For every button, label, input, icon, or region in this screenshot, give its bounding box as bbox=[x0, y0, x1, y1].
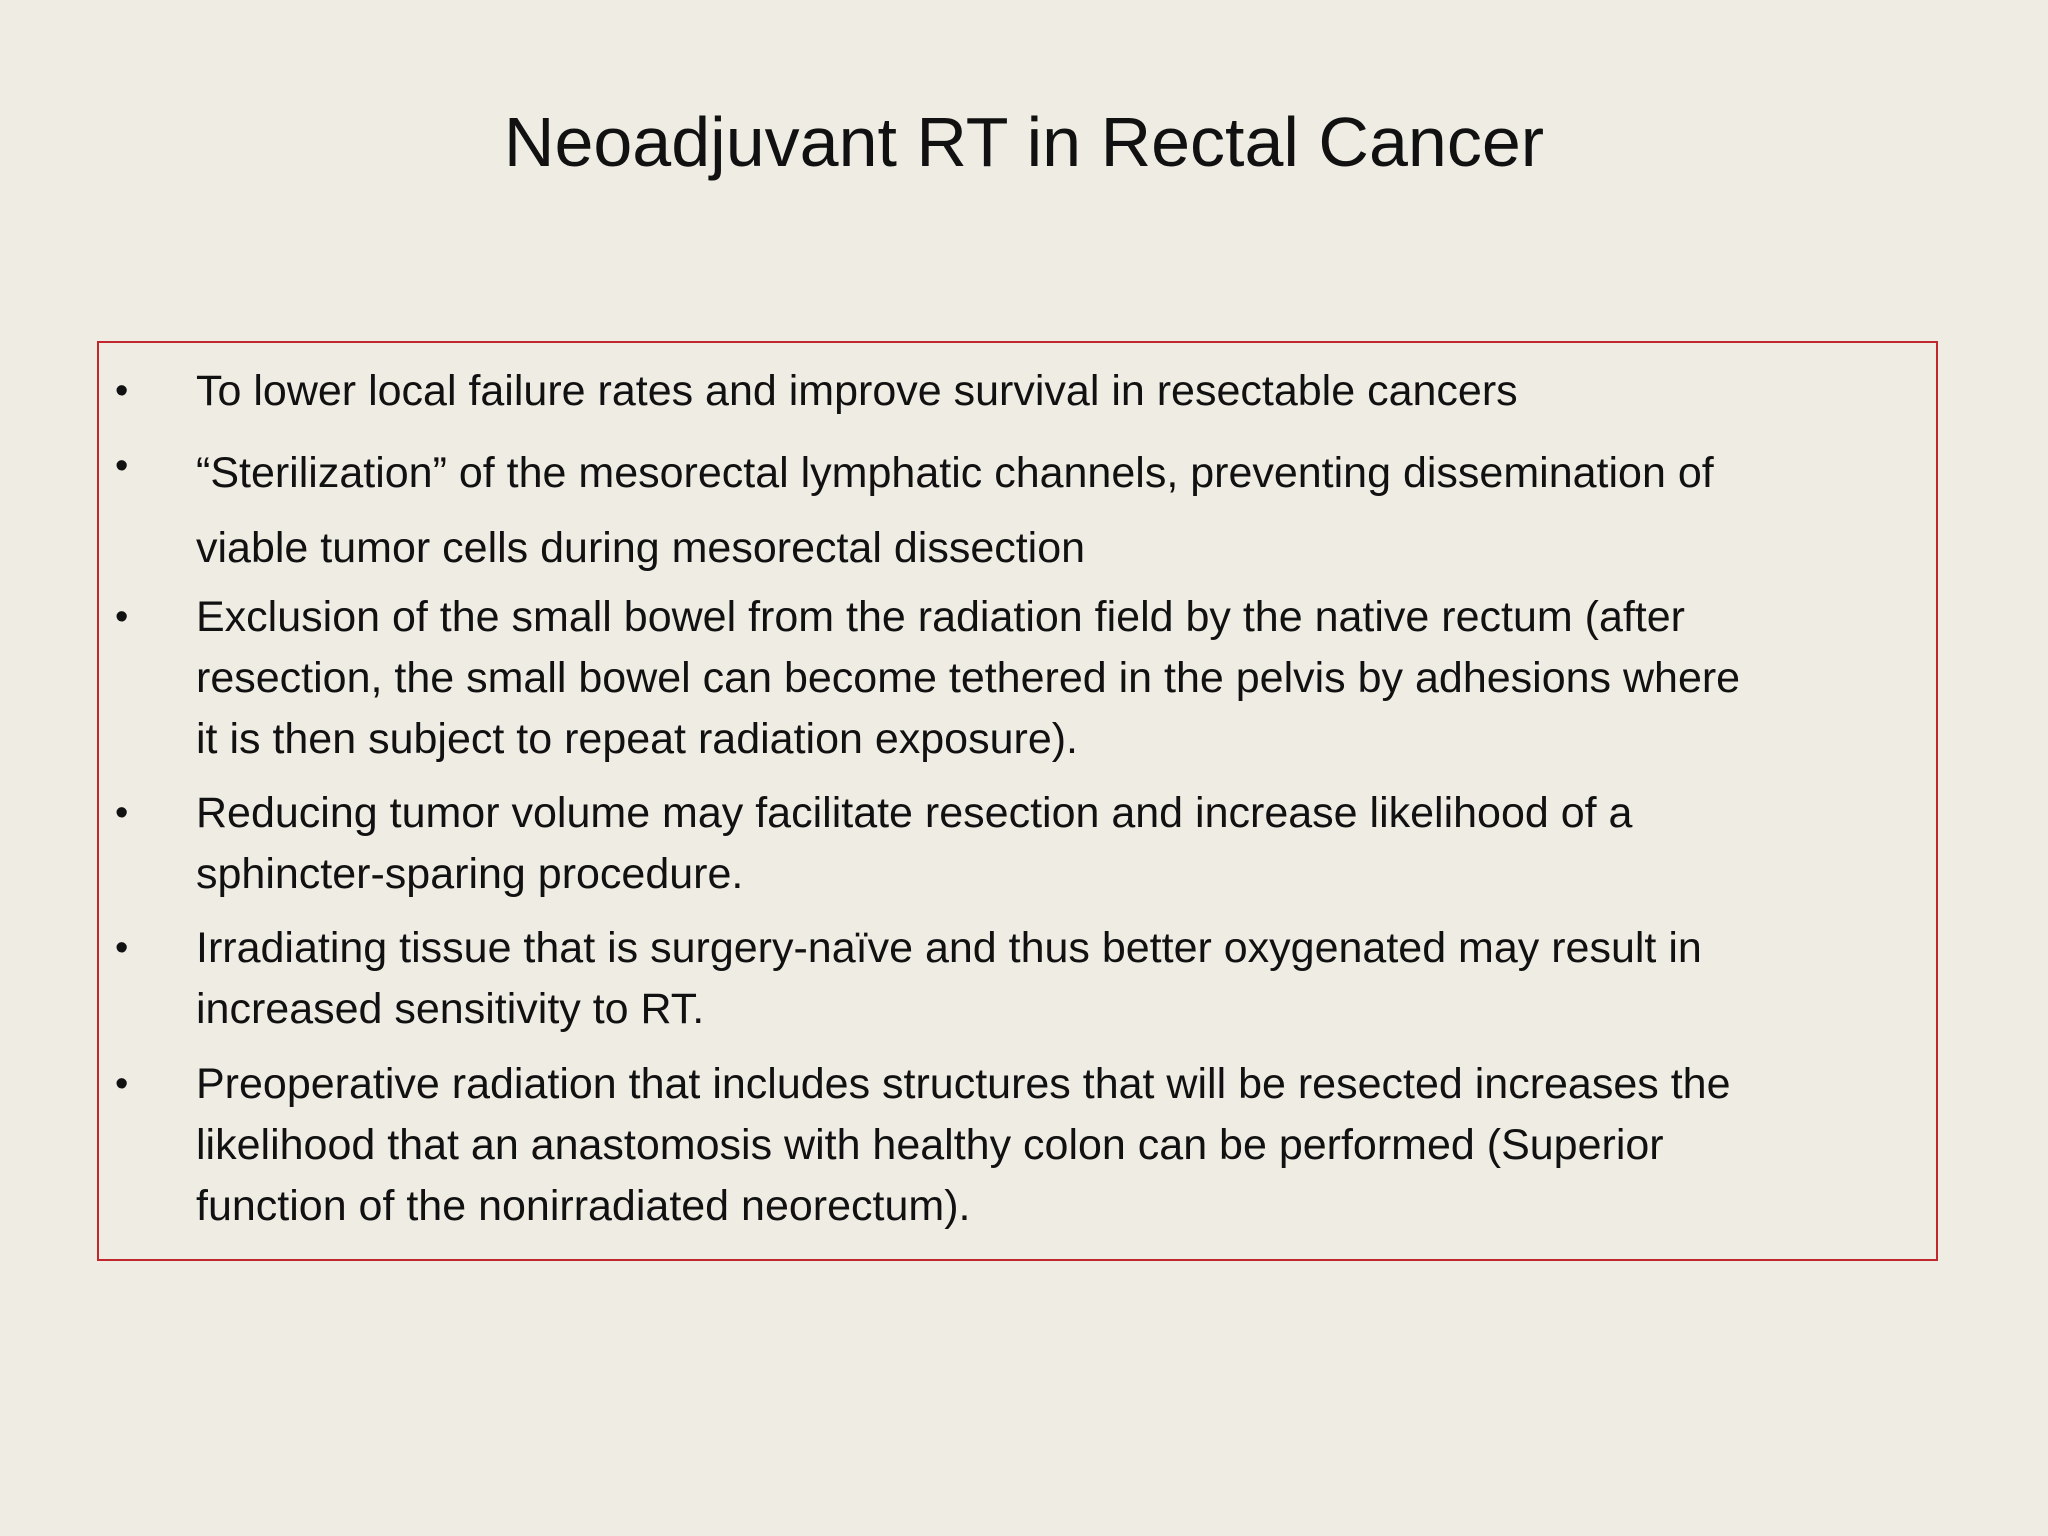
bullet-icon: • bbox=[115, 927, 129, 969]
slide-title: Neoadjuvant RT in Rectal Cancer bbox=[503, 103, 1545, 181]
bullet-box bbox=[97, 341, 1938, 1261]
bullet-text: Preoperative radiation that includes structures that will be resected increases the likelihood that an anastomosis with healthy colon can be performed (Superior function of the nonirradiated neorectum). bbox=[196, 1060, 1731, 1230]
bullet-icon: • bbox=[115, 1063, 129, 1105]
bullet-icon: • bbox=[115, 792, 129, 834]
bullet-text: Irradiating tissue that is surgery-naïve and thus better oxygenated may result in increased sensitivity to RT. bbox=[196, 924, 1702, 1033]
bullet-text: Exclusion of the small bowel from the radiation field by the native rectum (after resection, the small bowel can become tethered in the pelvis by adhesions where it is then subject to repeat radiation exposure). bbox=[196, 593, 1741, 763]
bullet-text: “Sterilization” of the mesorectal lymphatic channels, preventing dissemination of viable tumor cells during mesorectal dissection bbox=[196, 449, 1714, 572]
bullet-text: Reducing tumor volume may facilitate resection and increase likelihood of a sphincter-sparing procedure. bbox=[196, 789, 1633, 898]
bullet-icon: • bbox=[115, 370, 129, 412]
bullet-text: To lower local failure rates and improve survival in resectable cancers bbox=[196, 367, 1518, 415]
bullet-icon: • bbox=[115, 445, 129, 487]
bullet-icon: • bbox=[115, 596, 129, 638]
